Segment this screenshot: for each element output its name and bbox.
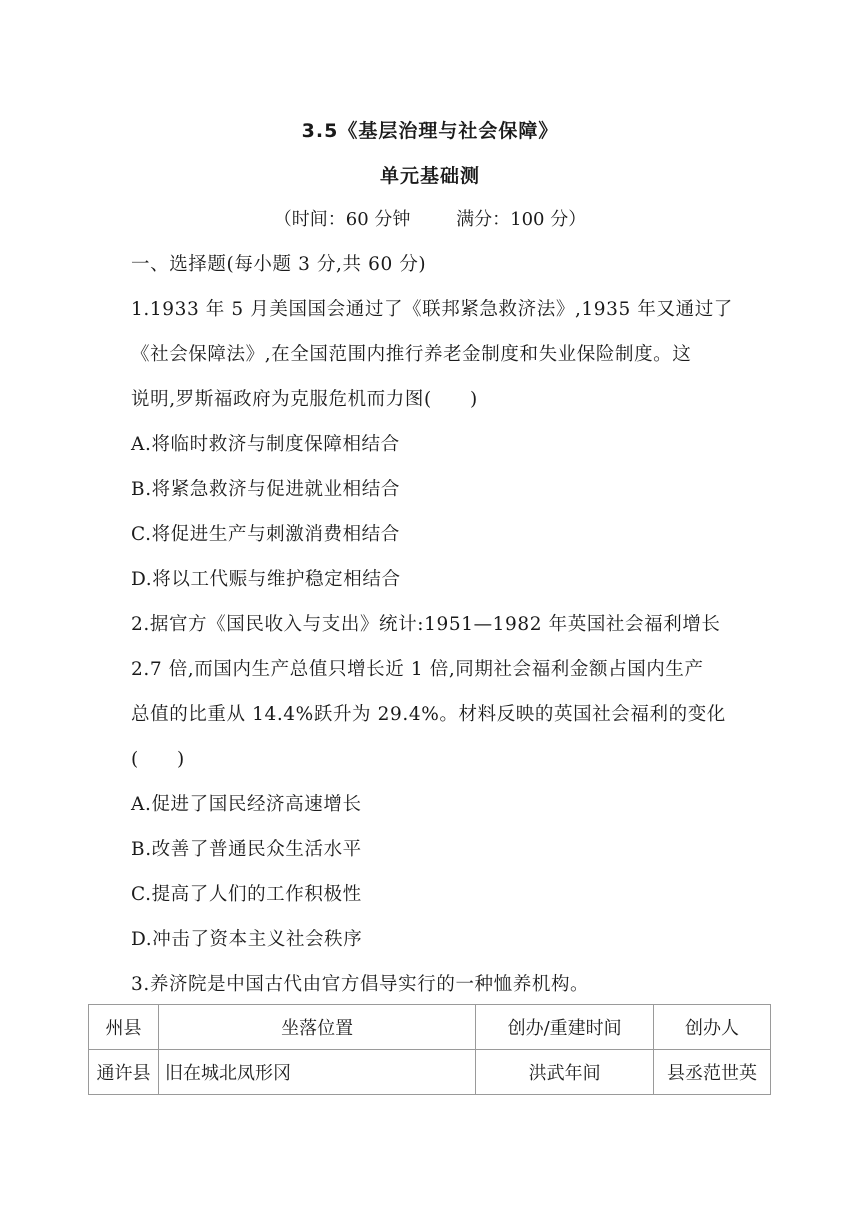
question-2-option-d: D.冲击了资本主义社会秩序: [131, 929, 363, 950]
table-header-cell: 创办人: [654, 1005, 771, 1050]
question-2-option-c: C.提高了人们的工作积极性: [131, 884, 362, 905]
question-3-line-1: 3.养济院是中国古代由官方倡导实行的一种恤养机构。: [131, 974, 590, 995]
table-header-row: [89, 1005, 771, 1050]
table-header-cell: 州县: [89, 1005, 159, 1050]
table-row: [89, 1050, 771, 1095]
table-cell: 县丞范世英: [654, 1050, 771, 1095]
table-header-cell: 创办/重建时间: [476, 1005, 654, 1050]
question-2-line-1: 2.据官方《国民收入与支出》统计:1951—1982 年英国社会福利增长: [131, 614, 721, 635]
question-2-line-4: ( ): [131, 749, 185, 770]
exam-time-info: （时间：60 分钟 满分：100 分）: [273, 209, 587, 230]
almshouse-table: [88, 1004, 771, 1095]
question-2-line-3: 总值的比重从 14.4%跃升为 29.4%。材料反映的英国社会福利的变化: [131, 704, 726, 725]
table-cell: 通许县: [89, 1050, 159, 1095]
question-1-option-c: C.将促进生产与刺激消费相结合: [131, 524, 400, 545]
question-2-line-2: 2.7 倍,而国内生产总值只增长近 1 倍,同期社会福利金额占国内生产: [131, 659, 704, 680]
document-subtitle: 单元基础测: [379, 165, 480, 187]
document-title: 3.5《基层治理与社会保障》: [301, 120, 559, 142]
question-1-line-3: 说明,罗斯福政府为克服危机而力图( ): [131, 389, 478, 410]
table-cell: 旧在城北凤形冈: [158, 1050, 475, 1095]
question-2-option-b: B.改善了普通民众生活水平: [131, 839, 362, 860]
question-1-option-d: D.将以工代赈与维护稳定相结合: [131, 569, 401, 590]
table-cell: 洪武年间: [476, 1050, 654, 1095]
table-header-cell: 坐落位置: [158, 1005, 475, 1050]
question-1-line-1: 1.1933 年 5 月美国国会通过了《联邦紧急救济法》,1935 年又通过了: [131, 299, 733, 320]
question-1-option-a: A.将临时救济与制度保障相结合: [131, 434, 400, 455]
question-2-option-a: A.促进了国民经济高速增长: [131, 794, 362, 815]
question-1-line-2: 《社会保障法》,在全国范围内推行养老金制度和失业保险制度。这: [131, 344, 692, 365]
question-1-option-b: B.将紧急救济与促进就业相结合: [131, 479, 400, 500]
section-heading: 一、选择题(每小题 3 分,共 60 分): [131, 254, 427, 275]
